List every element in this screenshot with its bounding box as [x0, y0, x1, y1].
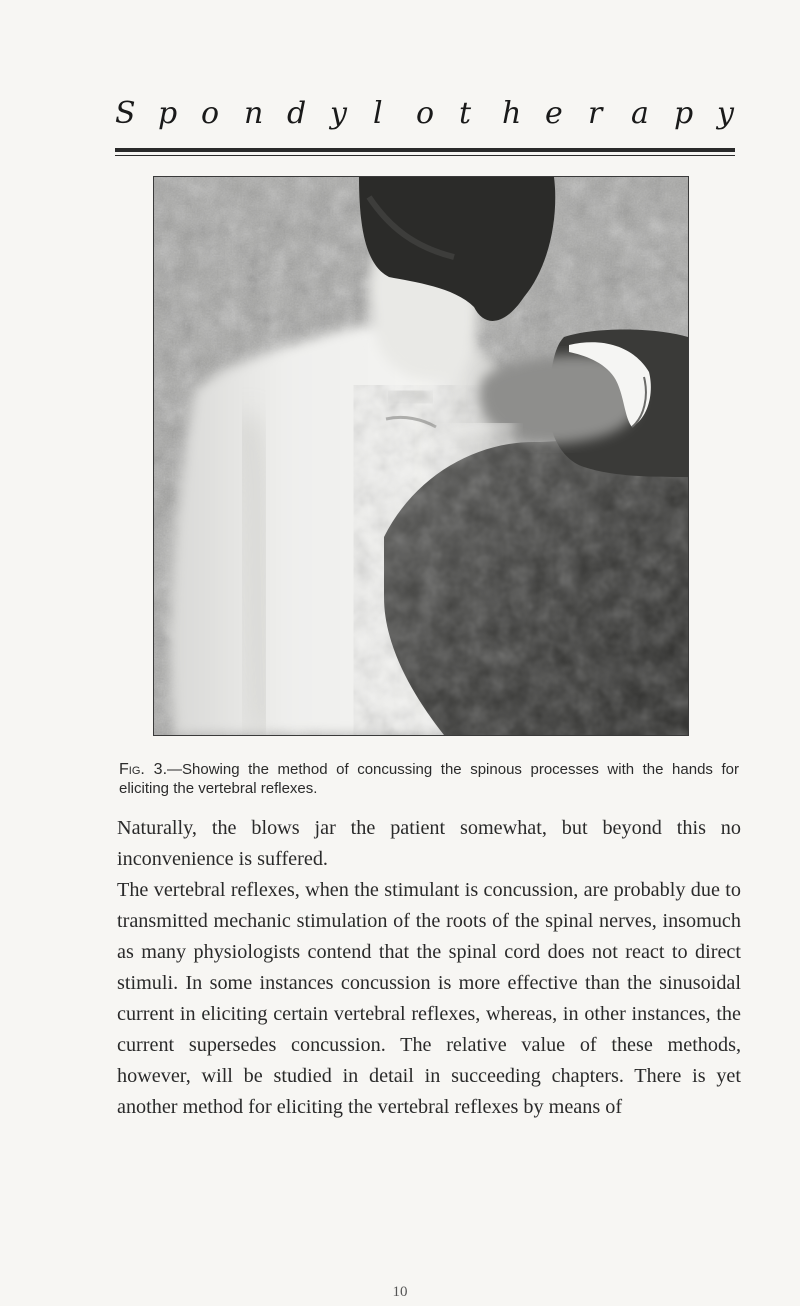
running-head-letter: n	[244, 96, 264, 131]
header-rule-thin	[115, 155, 735, 156]
running-head	[115, 96, 735, 142]
figure-caption-text: —Showing the method of concussing the spinous processes with the hands for eliciting the vertebral reflexes.	[119, 761, 739, 797]
running-head-letter: S	[115, 96, 136, 131]
paragraph-1: Naturally, the blows jar the patient somewhat, but beyond this no inconvenience is suffered.	[117, 817, 741, 870]
running-head-letter: l	[373, 96, 383, 131]
running-head-letter: o	[201, 96, 220, 131]
photograph-illustration	[154, 177, 688, 735]
figure-label: Fig. 3.	[119, 761, 168, 778]
figure-photograph	[153, 176, 689, 736]
figure-caption	[119, 760, 739, 798]
running-head-letter: r	[588, 96, 603, 131]
running-head-letter: p	[674, 96, 694, 131]
running-head-letter: y	[330, 96, 347, 131]
header-rule-thick	[115, 148, 735, 152]
running-head-letter: t	[459, 96, 472, 131]
running-head-letter: h	[502, 96, 522, 131]
running-head-letter: a	[631, 96, 649, 131]
page-number: 10	[392, 1284, 408, 1300]
running-head-letter: o	[416, 96, 435, 131]
running-head-letter: y	[717, 96, 734, 131]
body-text	[117, 813, 741, 1123]
paragraph-2: The vertebral reflexes, when the stimulant is concussion, are probably due to transmitted mechanic stimulation of the roots of the spinal nerves, insomuch as many physiologists contend that the spinal cord does not react to direct stimuli. In some instances concussion is more effective than the sinusoidal current in eliciting certain vertebral reflexes, whereas, in other instances, the current supersedes concussion. The relative value of these methods, however, will be studied in detail in succeeding chapters. There is yet another method for eliciting the vertebral reflexes by means of	[117, 879, 741, 1118]
running-head-letter: e	[545, 96, 563, 131]
running-head-letter: d	[287, 96, 307, 131]
running-head-letter: p	[158, 96, 178, 131]
